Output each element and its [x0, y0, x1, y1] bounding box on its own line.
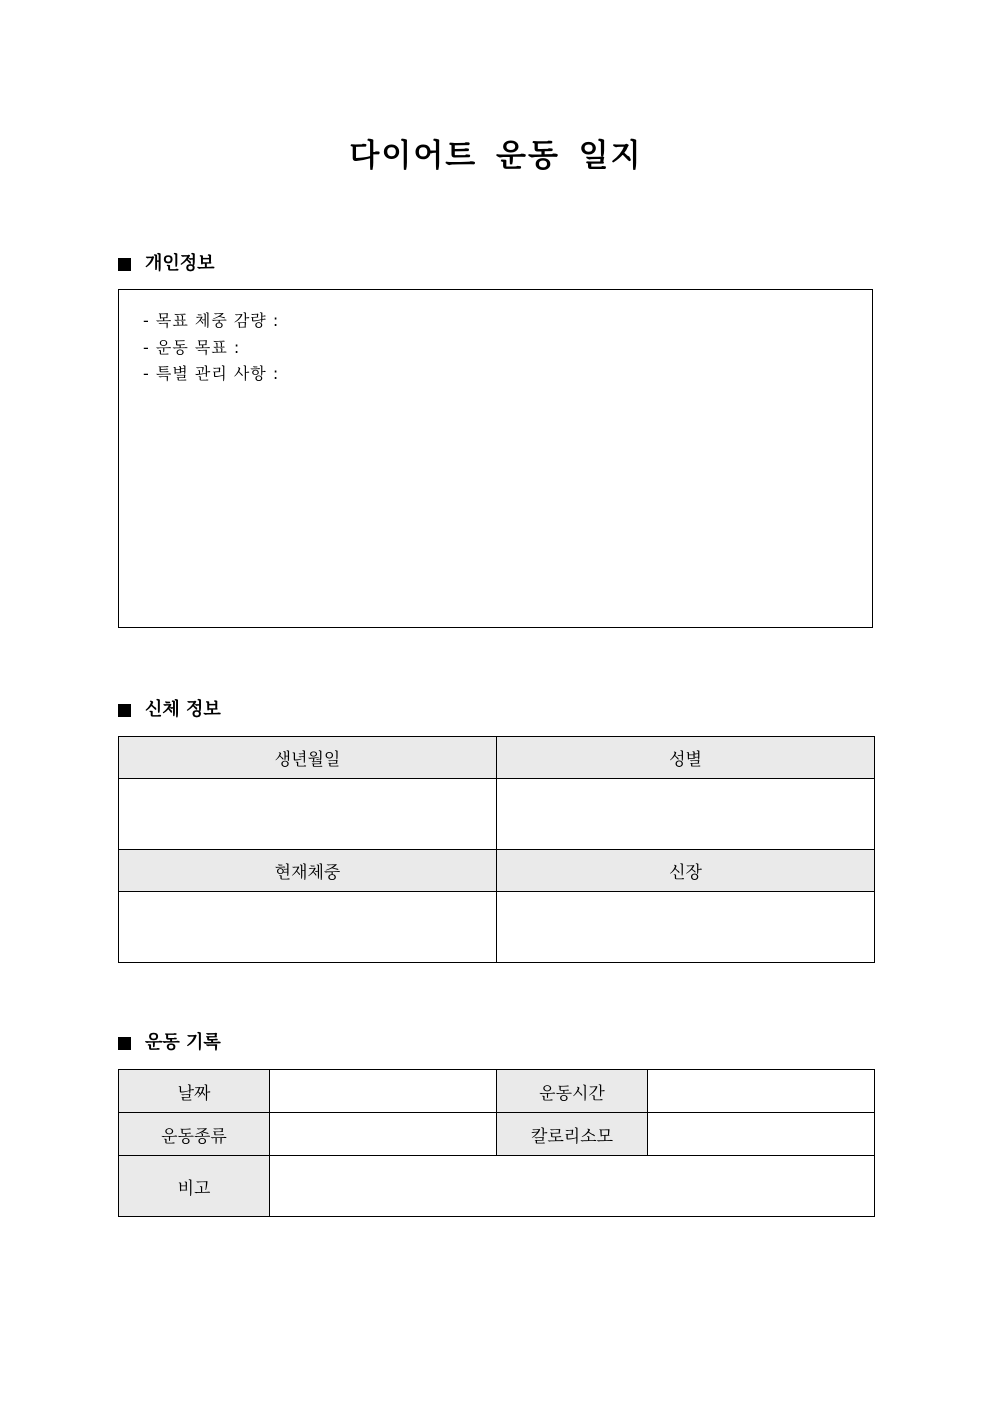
height-label: 신장: [497, 850, 875, 892]
personal-info-box[interactable]: [118, 289, 873, 628]
exercise-time-label: 운동시간: [497, 1070, 648, 1113]
personal-info-heading: [118, 252, 215, 276]
square-bullet-icon: [118, 704, 131, 717]
table-row: [119, 1156, 875, 1217]
exercise-record-heading-label: 운동 기록: [145, 1032, 221, 1053]
gender-field[interactable]: [497, 779, 875, 850]
gender-label: 성별: [497, 737, 875, 779]
table-row: [119, 1113, 875, 1156]
date-label: 날짜: [119, 1070, 270, 1113]
notes-label: 비고: [119, 1156, 270, 1217]
body-info-heading: [118, 698, 221, 722]
exercise-record-table: [118, 1069, 875, 1217]
birthdate-label: 생년월일: [119, 737, 497, 779]
square-bullet-icon: [118, 1037, 131, 1050]
current-weight-label: 현재체중: [119, 850, 497, 892]
calories-burned-label: 칼로리소모: [497, 1113, 648, 1156]
exercise-type-field[interactable]: [270, 1113, 497, 1156]
notes-field[interactable]: [270, 1156, 875, 1217]
date-field[interactable]: [270, 1070, 497, 1113]
personal-info-heading-label: 개인정보: [145, 253, 215, 274]
table-row: [119, 850, 875, 892]
table-row: [119, 737, 875, 779]
special-care-line: - 특별 관리 사항 :: [143, 364, 280, 383]
exercise-record-heading: [118, 1031, 221, 1055]
exercise-type-label: 운동종류: [119, 1113, 270, 1156]
current-weight-field[interactable]: [119, 892, 497, 963]
document-title: 다이어트 운동 일지: [349, 138, 643, 174]
table-row: [119, 1070, 875, 1113]
height-field[interactable]: [497, 892, 875, 963]
table-row: [119, 892, 875, 963]
table-row: [119, 779, 875, 850]
calories-burned-field[interactable]: [648, 1113, 875, 1156]
exercise-time-field[interactable]: [648, 1070, 875, 1113]
body-info-table: [118, 736, 875, 963]
target-weight-loss-line: - 목표 체중 감량 :: [143, 311, 280, 330]
birthdate-field[interactable]: [119, 779, 497, 850]
exercise-goal-line: - 운동 목표 :: [143, 337, 241, 357]
square-bullet-icon: [118, 258, 131, 271]
body-info-heading-label: 신체 정보: [145, 699, 221, 720]
